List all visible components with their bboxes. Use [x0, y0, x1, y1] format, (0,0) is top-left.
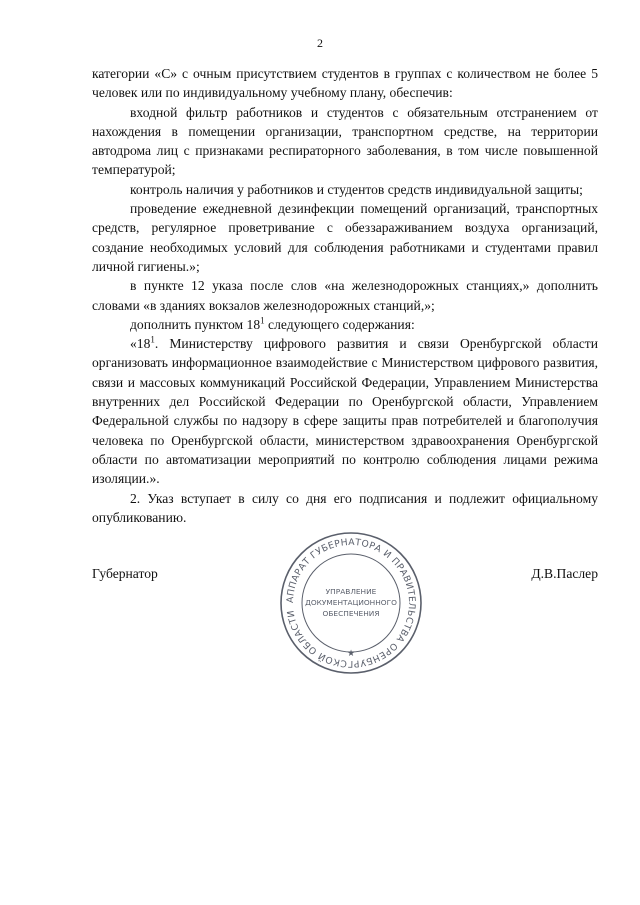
stamp-ring-text: АППАРАТ ГУБЕРНАТОРА И ПРАВИТЕЛЬСТВА ОРЕНБУРГСКОЙ ОБЛАСТИ — [284, 536, 418, 670]
superscript: 1 — [260, 315, 265, 326]
signatory-position: Губернатор — [92, 566, 158, 581]
stamp-line-3: ОБЕСПЕЧЕНИЯ — [322, 609, 380, 618]
paragraph-point-18-1: «$18^1$. Министерству цифрового развития и связи Оренбургской области организовать информационное взаимодействие с Министерством цифрового развития, связи и массовых коммуникаций Российской Федерации, Управлением Министерства внутренних дел Российской Федерации по Оренбургской области, Управлением Федеральной службы по надзору в сфере защиты прав потребителей и благополучия человека по Оренбургской области, министерством здравоохранения Оренбургской области по автоматизации мероприятий по контролю соблюдения лицами режима изоляции.». — [92, 334, 598, 487]
paragraph-point-12: в пункте 12 указа после слов «на железнодорожных станциях,» дополнить словами «в зданиях вокзалов железнодорожных станций,»; — [92, 278, 598, 313]
paragraph-effective-date: 2. Указ вступает в силу со дня его подписания и подлежит официальному опубликованию. — [92, 490, 598, 525]
paragraph-ppe-control: контроль наличия у работников и студентов средств индивидуальной защиты; — [130, 181, 583, 197]
official-stamp — [278, 530, 424, 676]
paragraph-add-point: дополнить пунктом $18^1$ следующего содержания: — [130, 315, 415, 332]
stamp-star-icon: ★ — [346, 649, 356, 659]
signatory-name: Д.В.Паслер — [531, 566, 598, 581]
stamp-line-1: УПРАВЛЕНИЕ — [325, 587, 377, 596]
superscript: 1 — [150, 334, 155, 345]
paragraph-continuation: категории «С» с очным присутствием студентов в группах с количеством не более 5 человек или по индивидуальному учебному плану, обеспечив: — [92, 66, 598, 101]
stamp-line-2: ДОКУМЕНТАЦИОННОГО — [305, 598, 397, 607]
paragraph-entry-filter: входной фильтр работников и студентов с обязательным отстранением от нахождения в помещении организации, транспортном средстве, на территории автодрома лиц с признаками респираторного заболевания, в том числе повышенной температурой; — [92, 104, 598, 178]
page-number: 2 — [317, 36, 323, 50]
paragraph-disinfection: проведение ежедневной дезинфекции помещений организаций, транспортных средств, регулярное проветривание с обеззараживанием воздуха организаций, создание необходимых условий для соблюдения работниками и студентами правил личной гигиены.»; — [92, 201, 598, 274]
document-body — [92, 64, 598, 527]
